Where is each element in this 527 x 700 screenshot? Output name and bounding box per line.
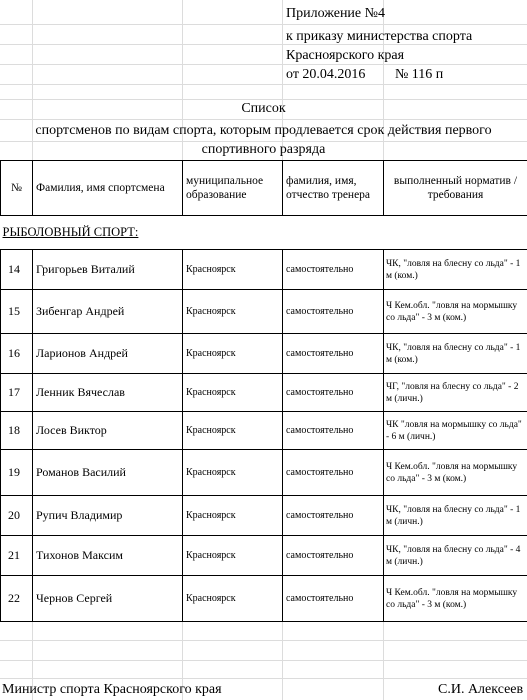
cell-name: Тихонов Максим: [33, 536, 183, 576]
column-header-municipality: муниципальное образование: [183, 161, 283, 216]
cell-name: Григорьев Виталий: [33, 250, 183, 290]
cell-number: 19: [1, 450, 33, 496]
table-row: [1, 374, 527, 412]
title-subtitle: спортсменов по видам спорта, которым продлевается срок действия первого: [35, 123, 492, 138]
cell-norm: ЧК, "ловля на блесну со льда" - 1 м (ком.): [384, 334, 527, 374]
cell-coach: самостоятельно: [283, 290, 384, 334]
cell-number: 20: [1, 496, 33, 536]
section-row: [1, 216, 527, 250]
table-row: [1, 290, 527, 334]
footer-minister-title: Министр спорта Красноярского края: [2, 682, 222, 697]
cell-norm: ЧК, "ловля на блесну со льда" - 4 м (личн.): [384, 536, 527, 576]
cell-coach: самостоятельно: [283, 450, 384, 496]
footer-minister-name: С.И. Алексеев: [438, 682, 524, 697]
grid-line: [0, 678, 527, 679]
cell-coach: самостоятельно: [283, 412, 384, 450]
cell-coach: самостоятельно: [283, 334, 384, 374]
title-subtitle-2: спортивного разряда: [201, 142, 326, 157]
column-header-number: №: [1, 161, 33, 216]
section-label: РЫБОЛОВНЫЙ СПОРТ:: [1, 216, 527, 250]
header-date: от 20.04.2016: [286, 67, 366, 82]
cell-municipality: Красноярск: [183, 374, 283, 412]
grid-line: [282, 622, 283, 700]
cell-number: 18: [1, 412, 33, 450]
cell-number: 15: [1, 290, 33, 334]
cell-norm: ЧК "ловля на мормышку со льда" - 6 м (личн.): [384, 412, 527, 450]
cell-number: 16: [1, 334, 33, 374]
grid-line: [0, 640, 527, 641]
cell-number: 14: [1, 250, 33, 290]
cell-norm: Ч Кем.обл. "ловля на мормышку со льда" - 3 м (ком.): [384, 450, 527, 496]
cell-norm: Ч Кем.обл. "ловля на мормышку со льда" - 3 м (ком.): [384, 576, 527, 622]
header-region: Красноярского края: [286, 48, 405, 63]
table-row: [1, 450, 527, 496]
cell-municipality: Красноярск: [183, 412, 283, 450]
cell-municipality: Красноярск: [183, 250, 283, 290]
column-header-norm: выполненный норматив /требования: [384, 161, 527, 216]
header-date-line: [286, 66, 443, 84]
grid-line: [0, 24, 527, 25]
grid-line: [383, 622, 384, 700]
grid-line: [0, 119, 527, 120]
table-row: [1, 576, 527, 622]
header-number: № 116 п: [394, 67, 444, 82]
cell-number: 17: [1, 374, 33, 412]
cell-name: Ленник Вячеслав: [33, 374, 183, 412]
cell-number: 22: [1, 576, 33, 622]
grid-line: [0, 84, 527, 85]
cell-norm: Ч Кем.обл. "ловля на мормышку со льда" - 3 м (ком.): [384, 290, 527, 334]
table-row: [1, 412, 527, 450]
cell-name: Чернов Сергей: [33, 576, 183, 622]
cell-name: Лосев Виктор: [33, 412, 183, 450]
table-row: [1, 334, 527, 374]
cell-municipality: Красноярск: [183, 450, 283, 496]
athletes-table: [0, 160, 527, 622]
cell-municipality: Красноярск: [183, 536, 283, 576]
cell-coach: самостоятельно: [283, 496, 384, 536]
header-order: к приказу министерства спорта: [286, 29, 473, 44]
title-list: Список: [241, 101, 286, 116]
header-appendix: Приложение №4: [286, 6, 385, 21]
cell-number: 21: [1, 536, 33, 576]
cell-municipality: Красноярск: [183, 576, 283, 622]
cell-coach: самостоятельно: [283, 250, 384, 290]
table-header-row: [1, 161, 527, 216]
column-header-coach: фамилия, имя, отчество тренера: [283, 161, 384, 216]
cell-coach: самостоятельно: [283, 576, 384, 622]
cell-municipality: Красноярск: [183, 334, 283, 374]
cell-name: Ларионов Андрей: [33, 334, 183, 374]
cell-norm: ЧК, "ловля на блесну со льда" - 1 м (ком.): [384, 250, 527, 290]
cell-name: Рупич Владимир: [33, 496, 183, 536]
cell-coach: самостоятельно: [283, 536, 384, 576]
cell-coach: самостоятельно: [283, 374, 384, 412]
cell-norm: ЧГ, "ловля на блесну со льда" - 2 м (личн.): [384, 374, 527, 412]
cell-name: Зибенгар Андрей: [33, 290, 183, 334]
table-row: [1, 250, 527, 290]
cell-norm: ЧК, "ловля на блесну со льда" - 1 м (личн.): [384, 496, 527, 536]
table-row: [1, 496, 527, 536]
grid-line: [0, 64, 527, 65]
grid-line: [0, 660, 527, 661]
cell-name: Романов Василий: [33, 450, 183, 496]
cell-municipality: Красноярск: [183, 496, 283, 536]
column-header-name: Фамилия, имя спортсмена: [33, 161, 183, 216]
table-row: [1, 536, 527, 576]
cell-municipality: Красноярск: [183, 290, 283, 334]
